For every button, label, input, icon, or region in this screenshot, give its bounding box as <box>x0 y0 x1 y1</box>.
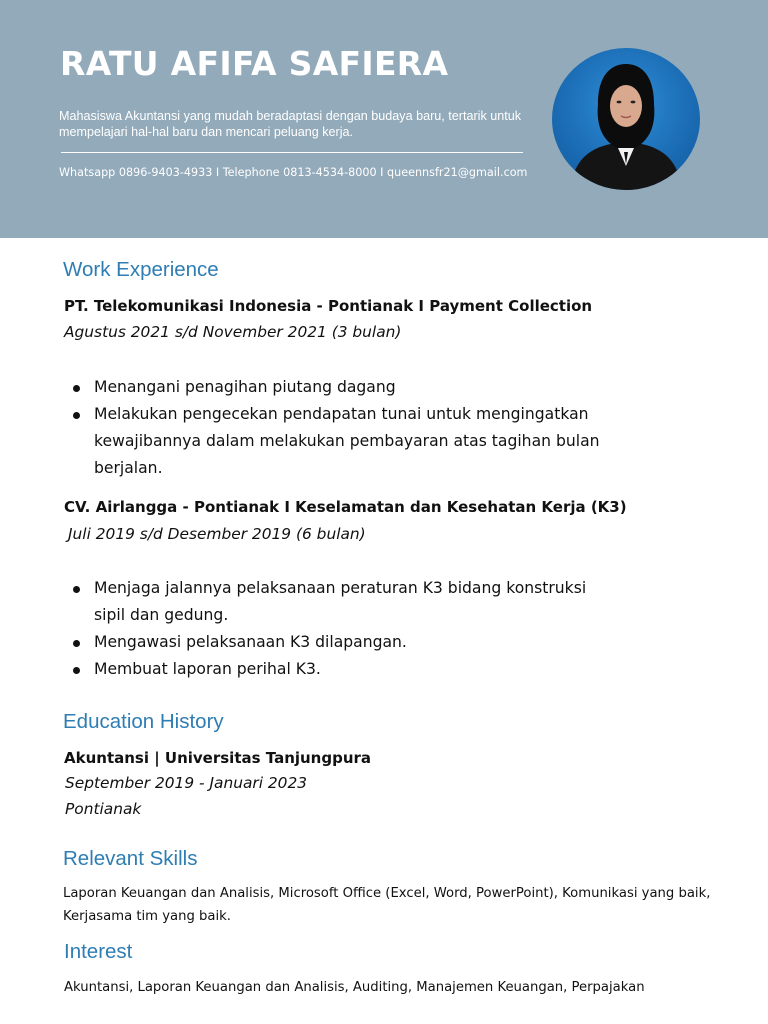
section-title-education: Education History <box>63 710 224 733</box>
interest-text: Akuntansi, Laporan Keuangan dan Analisis, Auditing, Manajemen Keuangan, Perpajakan <box>64 980 645 995</box>
profile-photo <box>552 48 700 190</box>
skills-text: Laporan Keuangan dan Analisis, Microsoft Office (Excel, Word, PowerPoint), Komunikasi yang baik, Kerjasama tim yang baik. <box>63 886 711 924</box>
section-title-skills: Relevant Skills <box>63 847 198 870</box>
person-name: RATU AFIFA SAFIERA <box>60 44 449 83</box>
education-degree: Akuntansi | Universitas Tanjungpura <box>64 749 372 767</box>
list-item: Melakukan pengecekan pendapatan tunai untuk mengingatkan kewajibannya dalam melakukan pembayaran atas tagihan bulan berjalan. <box>72 401 602 482</box>
section-title-interest: Interest <box>64 940 133 963</box>
profile-summary: Mahasiswa Akuntansi yang mudah beradaptasi dengan budaya baru, tertarik untuk mempelajari hal-hal baru dan mencari peluang kerja. <box>59 109 522 139</box>
contact-info: Whatsapp 0896-9403-4933 I Telephone 0813-4534-8000 I queennsfr21@gmail.com <box>59 166 528 179</box>
job-duties-list <box>72 575 592 683</box>
education-location: Pontianak <box>65 800 142 818</box>
header-divider <box>61 152 523 153</box>
list-item: Menjaga jalannya pelaksanaan peraturan K3 bidang konstruksi sipil dan gedung. <box>72 575 592 629</box>
job-period: Juli 2019 s/d Desember 2019 (6 bulan) <box>68 525 366 543</box>
header-banner <box>0 0 768 238</box>
list-item: Menangani penagihan piutang dagang <box>72 374 602 401</box>
section-title-work: Work Experience <box>63 258 219 281</box>
education-period: September 2019 - Januari 2023 <box>65 774 308 792</box>
list-item: Membuat laporan perihal K3. <box>72 656 592 683</box>
list-item: Mengawasi pelaksanaan K3 dilapangan. <box>72 629 592 656</box>
job-title: CV. Airlangga - Pontianak I Keselamatan dan Kesehatan Kerja (K3) <box>64 498 627 516</box>
job-duties-list <box>72 374 602 482</box>
job-period: Agustus 2021 s/d November 2021 (3 bulan) <box>64 323 402 341</box>
job-title: PT. Telekomunikasi Indonesia - Pontianak I Payment Collection <box>64 297 593 315</box>
person-portrait-icon <box>552 48 700 190</box>
